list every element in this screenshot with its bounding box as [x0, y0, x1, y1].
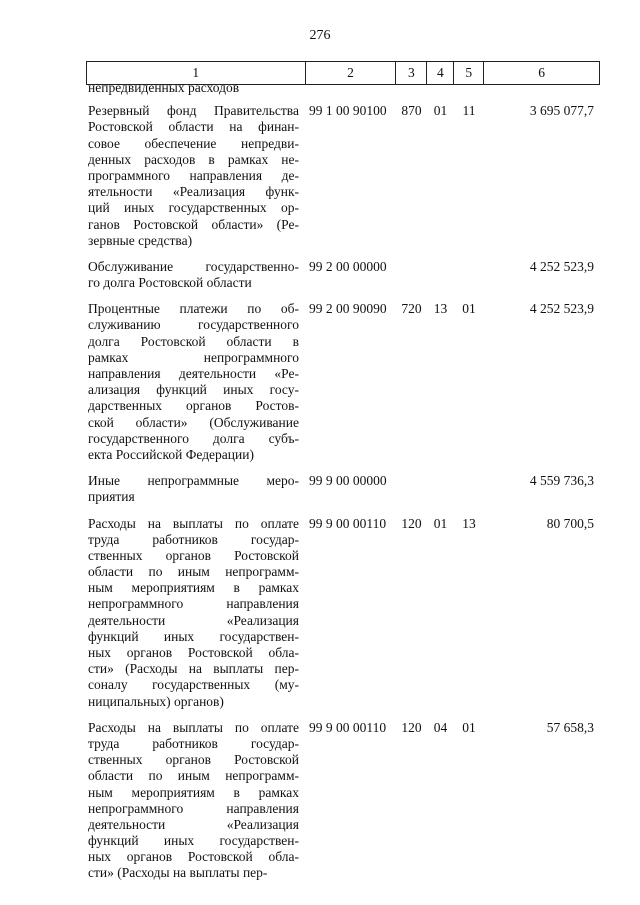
page-number: 276 — [309, 28, 331, 43]
target-article-code: 99 9 00 00110 — [309, 719, 387, 735]
description-line: непредвиденных расходов — [88, 80, 240, 95]
table-row — [86, 103, 600, 249]
description-line: совое обеспечение непредви- — [88, 135, 299, 151]
subsection-code: 13 — [462, 515, 476, 531]
description-line: программного направления де- — [88, 167, 299, 183]
row-description — [86, 473, 305, 505]
target-article-code — [305, 80, 396, 96]
subsection-code — [454, 473, 484, 505]
description-line: ным мероприятиям в рамках — [88, 580, 299, 596]
header-col-2: 2 — [306, 62, 397, 84]
description-line: дарственных органов Ростов- — [88, 398, 299, 414]
expense-type-code — [396, 80, 427, 96]
description-line: зервные средства) — [88, 232, 193, 248]
description-line: области по иным непрограмм- — [88, 768, 299, 784]
description-line: ской области» (Обслуживание — [88, 414, 299, 430]
target-article-code: 99 9 00 00000 — [309, 473, 387, 489]
description-line: ализация функций иных госу- — [88, 382, 299, 398]
description-line: деятельности «Реализация — [88, 612, 299, 628]
table-row — [86, 259, 600, 291]
header-col-3: 3 — [396, 62, 427, 84]
description-line: непрограммного направления — [88, 800, 299, 816]
section-code: 01 — [433, 103, 448, 119]
description-line: деятельности «Реализация — [88, 816, 299, 832]
row-description — [86, 301, 305, 463]
expense-type-code — [396, 259, 427, 291]
target-article-code: 99 9 00 00110 — [309, 515, 387, 531]
header-col-5: 5 — [454, 62, 484, 84]
description-line: соналу государственных (му- — [88, 677, 299, 693]
header-col-1: 1 — [87, 62, 306, 84]
description-line: екта Российской Федерации) — [88, 446, 254, 462]
amount-value: 57 658,3 — [546, 719, 594, 735]
table-row — [86, 301, 600, 463]
subsection-code: 01 — [462, 719, 476, 735]
description-line: области по иным непрограмм- — [88, 564, 299, 580]
description-line: непрограммного направления — [88, 596, 299, 612]
section-code: 13 — [433, 301, 448, 317]
description-line: ственных органов Ростовской — [88, 752, 299, 768]
description-line: Расходы на выплаты по оплате — [88, 515, 299, 531]
expense-type-code: 870 — [401, 103, 422, 119]
description-line: направления деятельности «Ре- — [88, 366, 299, 381]
expense-type-code: 720 — [401, 301, 422, 317]
amount-value: 4 252 523,9 — [529, 301, 594, 317]
description-line: ственных органов Ростовской — [88, 547, 299, 563]
row-description — [86, 259, 305, 291]
description-line: го долга Ростовской области — [88, 275, 252, 291]
amount-value — [484, 80, 600, 96]
row-description — [86, 80, 305, 96]
description-line: долга Ростовской области в — [88, 333, 299, 349]
description-line: сти» (Расходы на выплаты пер- — [88, 661, 299, 677]
description-line: Ростовской области на финан- — [88, 119, 299, 135]
section-code: 04 — [433, 719, 448, 735]
row-description — [86, 103, 305, 249]
description-line: ных органов Ростовской обла- — [88, 645, 299, 660]
subsection-code — [454, 259, 484, 291]
amount-value: 80 700,5 — [546, 515, 594, 531]
description-line: Резервный фонд Правительства — [88, 103, 299, 119]
subsection-code: 11 — [462, 103, 476, 119]
amount-value: 3 695 077,7 — [529, 103, 594, 119]
target-article-code: 99 2 00 90090 — [309, 301, 387, 317]
description-line: ганов Ростовской области» (Ре- — [88, 216, 299, 232]
description-line: Обслуживание государственно- — [88, 258, 299, 274]
subsection-code: 01 — [462, 301, 476, 317]
header-col-4: 4 — [427, 62, 454, 84]
section-code — [427, 259, 454, 291]
description-line: труда работников государ- — [88, 531, 299, 547]
row-description — [86, 516, 305, 710]
table-row — [86, 720, 600, 882]
description-line: функций иных государствен- — [88, 628, 299, 644]
table-row — [86, 473, 600, 505]
description-line: рамках непрограммного — [88, 349, 299, 365]
section-code — [427, 80, 454, 96]
description-line: служиванию государственного — [88, 317, 299, 333]
description-line: сти» (Расходы на выплаты пер- — [88, 865, 268, 881]
description-line: ным мероприятиям в рамках — [88, 784, 299, 800]
expense-type-code: 120 — [401, 719, 422, 735]
table-row — [86, 516, 600, 710]
table-body — [86, 80, 600, 882]
table-row — [86, 80, 600, 96]
description-line: Расходы на выплаты по оплате — [88, 719, 299, 735]
target-article-code: 99 2 00 00000 — [309, 258, 387, 274]
description-line: Иные непрограммные меро- — [88, 473, 299, 489]
amount-value: 4 252 523,9 — [529, 258, 594, 274]
description-line: Процентные платежи по об- — [88, 301, 299, 317]
target-article-code: 99 1 00 90100 — [309, 103, 387, 119]
amount-value: 4 559 736,3 — [529, 473, 594, 489]
description-line: государственного долга субъ- — [88, 430, 299, 446]
description-line: функций иных государствен- — [88, 833, 299, 849]
subsection-code — [454, 80, 484, 96]
description-line: ятельности «Реализация функ- — [88, 184, 299, 200]
budget-table — [86, 61, 600, 892]
description-line: ниципальных) органов) — [88, 693, 224, 709]
section-code: 01 — [433, 515, 448, 531]
expense-type-code: 120 — [401, 515, 422, 531]
description-line: труда работников государ- — [88, 735, 299, 751]
header-col-6: 6 — [484, 62, 600, 84]
expense-type-code — [396, 473, 427, 505]
row-description — [86, 720, 305, 882]
description-line: ций иных государственных ор- — [88, 200, 299, 216]
description-line: денных расходов в рамках не- — [88, 151, 299, 167]
description-line: ных органов Ростовской обла- — [88, 849, 299, 865]
description-line: приятия — [88, 489, 135, 505]
section-code — [427, 473, 454, 505]
